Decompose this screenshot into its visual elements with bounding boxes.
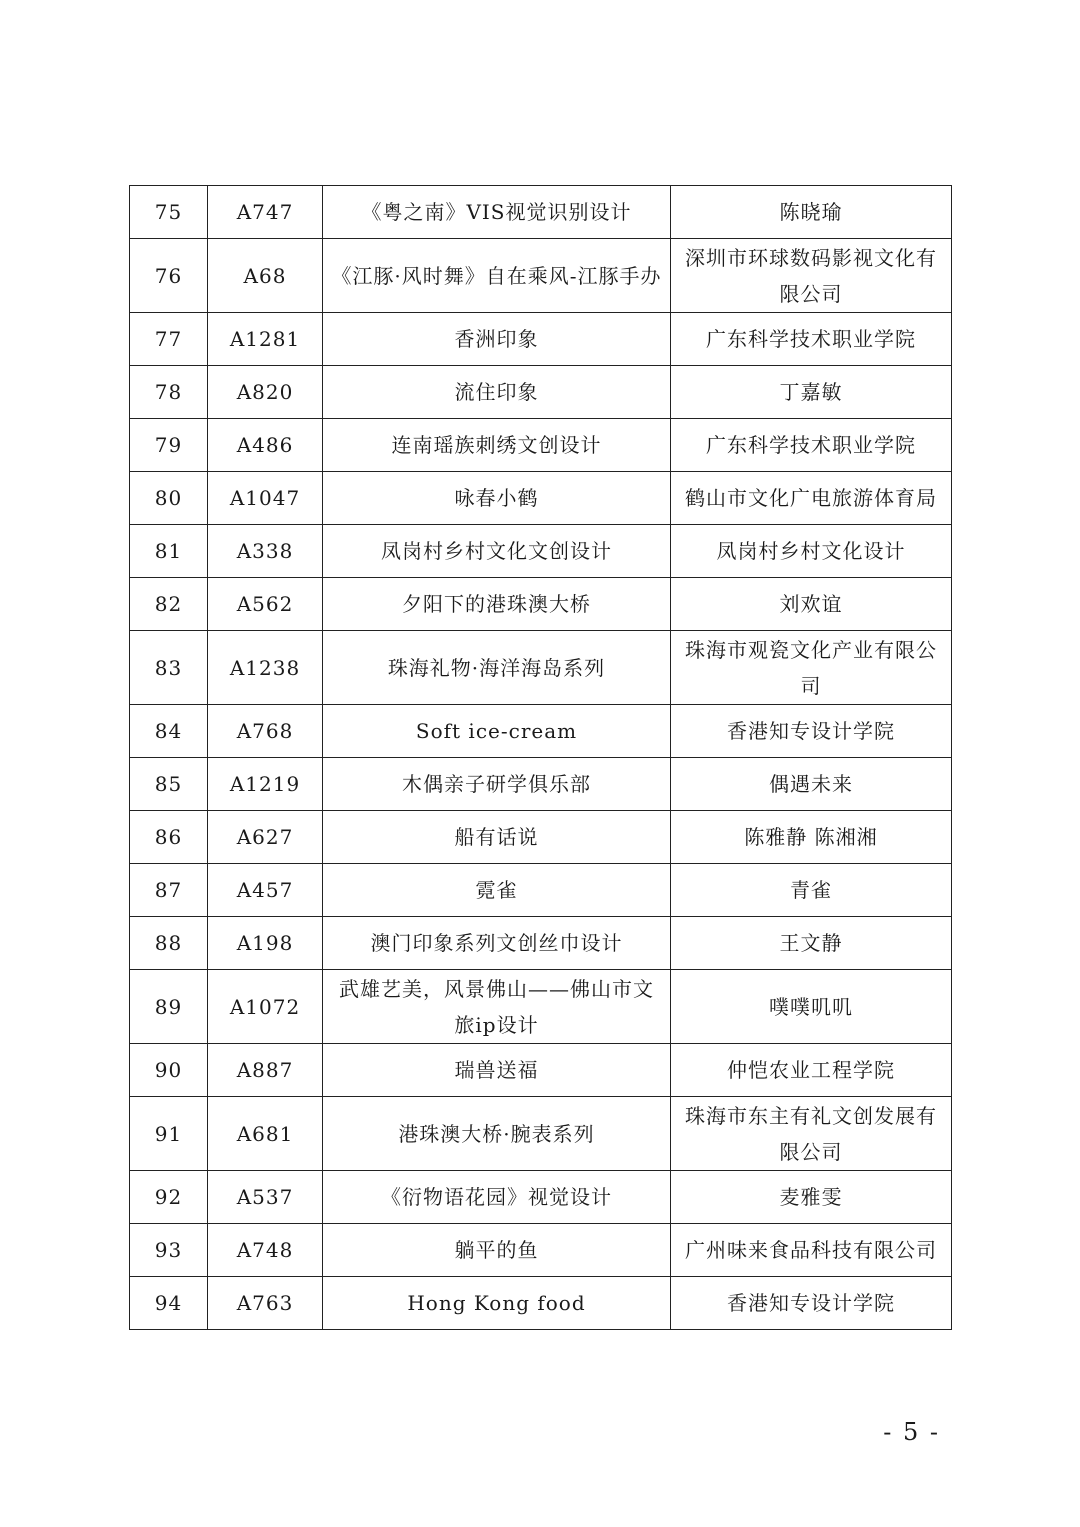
cell-title: 《江豚·风时舞》自在乘风-江豚手办 (323, 239, 671, 313)
cell-number: 77 (130, 313, 208, 366)
table-row (130, 1097, 952, 1171)
cell-organization: 丁嘉敏 (671, 366, 952, 419)
table-row (130, 1277, 952, 1330)
cell-number: 76 (130, 239, 208, 313)
cell-code: A486 (208, 419, 323, 472)
cell-number: 84 (130, 705, 208, 758)
cell-code: A747 (208, 186, 323, 239)
table-row (130, 239, 952, 313)
cell-organization: 香港知专设计学院 (671, 1277, 952, 1330)
cell-number: 94 (130, 1277, 208, 1330)
cell-code: A763 (208, 1277, 323, 1330)
cell-code: A68 (208, 239, 323, 313)
cell-code: A198 (208, 917, 323, 970)
cell-number: 83 (130, 631, 208, 705)
table-row (130, 578, 952, 631)
cell-code: A748 (208, 1224, 323, 1277)
cell-number: 79 (130, 419, 208, 472)
cell-code: A681 (208, 1097, 323, 1171)
cell-code: A1072 (208, 970, 323, 1044)
cell-title: 《粤之南》VIS视觉识别设计 (323, 186, 671, 239)
cell-title: 躺平的鱼 (323, 1224, 671, 1277)
cell-number: 85 (130, 758, 208, 811)
cell-organization: 凤岗村乡村文化设计 (671, 525, 952, 578)
cell-title: Soft ice-cream (323, 705, 671, 758)
cell-organization: 青雀 (671, 864, 952, 917)
cell-organization: 噗噗叽叽 (671, 970, 952, 1044)
table-row (130, 313, 952, 366)
cell-code: A1219 (208, 758, 323, 811)
cell-code: A338 (208, 525, 323, 578)
cell-title: 连南瑶族刺绣文创设计 (323, 419, 671, 472)
cell-number: 89 (130, 970, 208, 1044)
cell-organization: 广东科学技术职业学院 (671, 313, 952, 366)
cell-title: 香洲印象 (323, 313, 671, 366)
cell-organization: 麦雅雯 (671, 1171, 952, 1224)
cell-code: A1281 (208, 313, 323, 366)
cell-organization: 鹤山市文化广电旅游体育局 (671, 472, 952, 525)
cell-number: 88 (130, 917, 208, 970)
award-table (129, 185, 952, 1330)
table-row (130, 186, 952, 239)
cell-organization: 广州味来食品科技有限公司 (671, 1224, 952, 1277)
cell-title: 港珠澳大桥·腕表系列 (323, 1097, 671, 1171)
cell-code: A562 (208, 578, 323, 631)
table-row (130, 811, 952, 864)
table-row (130, 366, 952, 419)
cell-number: 78 (130, 366, 208, 419)
cell-title: 瑞兽送福 (323, 1044, 671, 1097)
cell-number: 75 (130, 186, 208, 239)
cell-title: 木偶亲子研学俱乐部 (323, 758, 671, 811)
cell-number: 93 (130, 1224, 208, 1277)
cell-title: 霓雀 (323, 864, 671, 917)
cell-code: A1047 (208, 472, 323, 525)
cell-organization: 仲恺农业工程学院 (671, 1044, 952, 1097)
cell-title: 凤岗村乡村文化文创设计 (323, 525, 671, 578)
table-row (130, 917, 952, 970)
cell-number: 92 (130, 1171, 208, 1224)
cell-title: 流住印象 (323, 366, 671, 419)
cell-title: 《衍物语花园》视觉设计 (323, 1171, 671, 1224)
table-row (130, 705, 952, 758)
cell-organization: 广东科学技术职业学院 (671, 419, 952, 472)
cell-title: 夕阳下的港珠澳大桥 (323, 578, 671, 631)
cell-title: 澳门印象系列文创丝巾设计 (323, 917, 671, 970)
cell-code: A627 (208, 811, 323, 864)
cell-code: A537 (208, 1171, 323, 1224)
table-row (130, 1224, 952, 1277)
cell-number: 80 (130, 472, 208, 525)
table-row (130, 970, 952, 1044)
cell-title: 武雄艺美，风景佛山——佛山市文旅ip设计 (323, 970, 671, 1044)
table-row (130, 631, 952, 705)
table-row (130, 1171, 952, 1224)
cell-organization: 王文静 (671, 917, 952, 970)
cell-code: A887 (208, 1044, 323, 1097)
cell-number: 86 (130, 811, 208, 864)
cell-number: 90 (130, 1044, 208, 1097)
cell-organization: 珠海市观瓷文化产业有限公司 (671, 631, 952, 705)
cell-title: 珠海礼物·海洋海岛系列 (323, 631, 671, 705)
cell-code: A768 (208, 705, 323, 758)
cell-number: 82 (130, 578, 208, 631)
cell-organization: 陈晓瑜 (671, 186, 952, 239)
cell-title: Hong Kong food (323, 1277, 671, 1330)
table-body (130, 186, 952, 1330)
cell-number: 91 (130, 1097, 208, 1171)
cell-number: 81 (130, 525, 208, 578)
table-row (130, 758, 952, 811)
cell-code: A820 (208, 366, 323, 419)
page-number: - 5 - (883, 1418, 940, 1446)
table-row (130, 419, 952, 472)
table-row (130, 525, 952, 578)
cell-organization: 刘欢谊 (671, 578, 952, 631)
cell-organization: 陈雅静 陈湘湘 (671, 811, 952, 864)
cell-organization: 偶遇未来 (671, 758, 952, 811)
cell-organization: 香港知专设计学院 (671, 705, 952, 758)
cell-code: A457 (208, 864, 323, 917)
cell-organization: 珠海市东主有礼文创发展有限公司 (671, 1097, 952, 1171)
cell-title: 船有话说 (323, 811, 671, 864)
table-row (130, 1044, 952, 1097)
cell-title: 咏春小鹤 (323, 472, 671, 525)
cell-code: A1238 (208, 631, 323, 705)
table-row (130, 864, 952, 917)
table-row (130, 472, 952, 525)
cell-number: 87 (130, 864, 208, 917)
cell-organization: 深圳市环球数码影视文化有限公司 (671, 239, 952, 313)
